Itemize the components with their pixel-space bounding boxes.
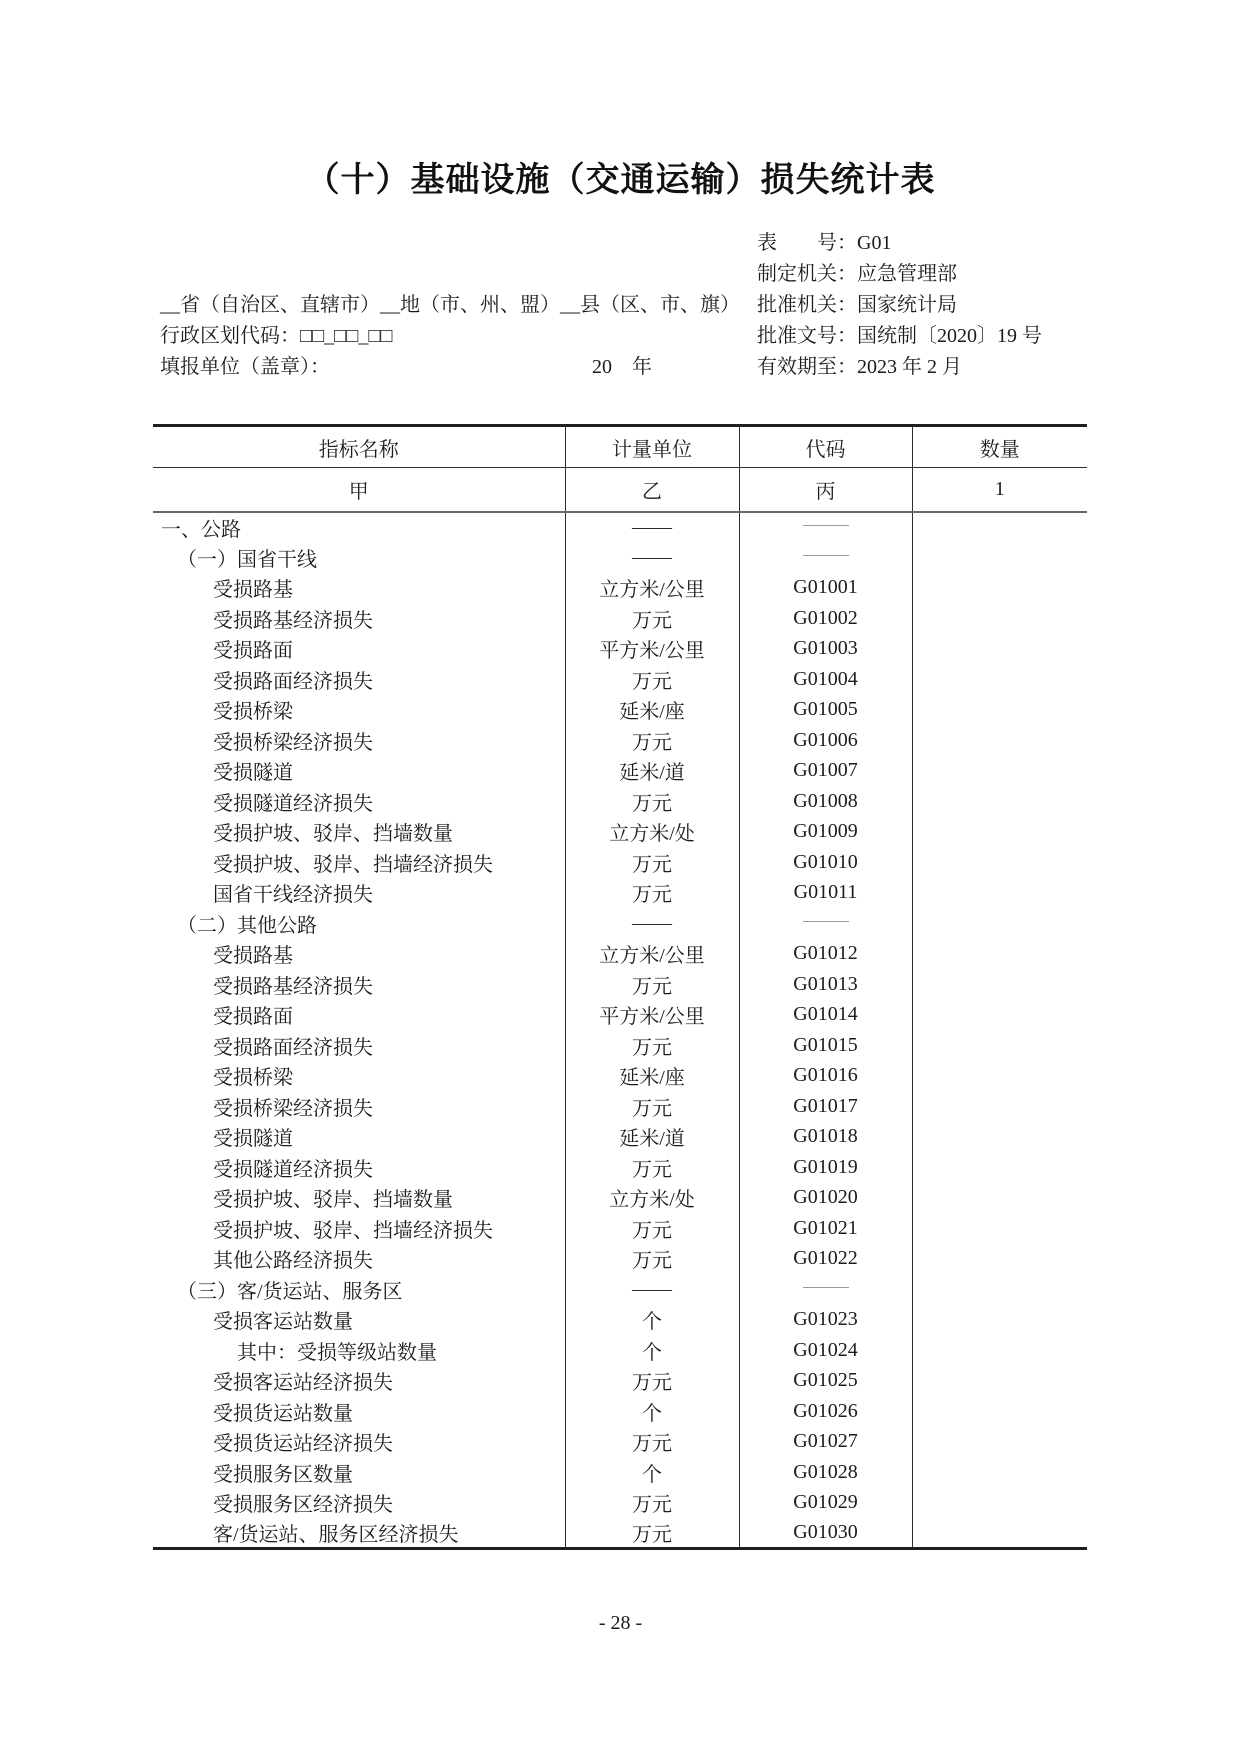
code-cell [739,512,912,543]
quantity-cell [912,969,1087,1000]
quantity-cell [912,1518,1087,1549]
quantity-cell [912,756,1087,787]
form-valid-until-line: 有效期至：2023 年 2 月 [757,356,962,378]
filler-unit-line: 填报单位（盖章）： [160,356,330,378]
report-year-blank: 20 年 [592,356,652,378]
table-row [153,847,1087,878]
indicator-name-cell: 受损客运站数量 [153,1305,565,1336]
dash-line [803,555,849,556]
code-cell [739,1274,912,1305]
indicator-name-cell: 受损桥梁经济损失 [153,725,565,756]
code-cell [739,908,912,939]
unit-cell: —— [565,1274,739,1305]
code-cell: G01014 [739,1000,912,1031]
code-cell: G01015 [739,1030,912,1061]
code-cell: G01001 [739,573,912,604]
code-cell: G01006 [739,725,912,756]
unit-cell: 万元 [565,1244,739,1275]
code-cell: G01025 [739,1366,912,1397]
code-cell: G01012 [739,939,912,970]
unit-cell: 立方米/处 [565,817,739,848]
unit-cell: 万元 [565,1427,739,1458]
quantity-cell [912,908,1087,939]
loss-statistics-table [153,424,1087,1550]
code-cell: G01003 [739,634,912,665]
form-number-line: 表 号：G01 [757,232,892,254]
unit-cell: 平方米/公里 [565,634,739,665]
quantity-cell [912,695,1087,726]
table-row [153,878,1087,909]
unit-cell: —— [565,542,739,573]
code-cell: G01028 [739,1457,912,1488]
quantity-cell [912,1457,1087,1488]
table-row [153,725,1087,756]
table-row [153,1030,1087,1061]
table-row [153,1305,1087,1336]
code-cell: G01011 [739,878,912,909]
code-cell: G01020 [739,1183,912,1214]
table-row [153,939,1087,970]
indicator-name-cell: 受损护坡、驳岸、挡墙数量 [153,1183,565,1214]
unit-cell: 个 [565,1457,739,1488]
unit-cell: 立方米/公里 [565,939,739,970]
dash-line [803,1287,849,1288]
quantity-cell [912,939,1087,970]
table-row [153,603,1087,634]
table-row [153,1122,1087,1153]
unit-cell: 万元 [565,969,739,1000]
quantity-cell [912,786,1087,817]
table-row [153,1152,1087,1183]
column-header-quantity: 数量 [912,426,1087,468]
unit-cell: 万元 [565,1091,739,1122]
unit-cell: 万元 [565,725,739,756]
form-maker-line: 制定机关：应急管理部 [757,263,957,285]
table-row [153,542,1087,573]
indicator-name-cell: 受损路基 [153,573,565,604]
indicator-name-cell: 其中：受损等级站数量 [153,1335,565,1366]
indicator-name-cell: 受损护坡、驳岸、挡墙经济损失 [153,847,565,878]
quantity-cell [912,1427,1087,1458]
table-row [153,908,1087,939]
indicator-name-cell: （二）其他公路 [153,908,565,939]
page-number: - 28 - [598,1612,643,1634]
code-cell: G01019 [739,1152,912,1183]
table-row [153,573,1087,604]
indicator-name-cell: 一、公路 [153,512,565,543]
table-row [153,1244,1087,1275]
column-header-code: 代码 [739,426,912,468]
unit-cell: 万元 [565,786,739,817]
quantity-cell [912,1122,1087,1153]
quantity-cell [912,603,1087,634]
code-cell: G01005 [739,695,912,726]
code-cell: G01009 [739,817,912,848]
code-cell: G01026 [739,1396,912,1427]
unit-cell: 延米/道 [565,1122,739,1153]
indicator-name-cell: 受损桥梁 [153,695,565,726]
unit-cell: 万元 [565,1030,739,1061]
quantity-cell [912,1274,1087,1305]
indicator-name-cell: 受损货运站数量 [153,1396,565,1427]
table-row [153,817,1087,848]
quantity-cell [912,1366,1087,1397]
indicator-name-cell: 受损服务区经济损失 [153,1488,565,1519]
indicator-name-cell: 受损桥梁经济损失 [153,1091,565,1122]
unit-cell: 立方米/公里 [565,573,739,604]
region-blank-line: __省（自治区、直辖市）__地（市、州、盟）__县（区、市、旗） [160,294,740,316]
indicator-name-cell: 受损货运站经济损失 [153,1427,565,1458]
indicator-name-cell: 受损路面 [153,634,565,665]
unit-cell: 延米/座 [565,695,739,726]
code-cell: G01013 [739,969,912,1000]
column-header-indicator: 指标名称 [153,426,565,468]
table-row [153,1335,1087,1366]
unit-cell: 万元 [565,878,739,909]
table-row [153,1488,1087,1519]
indicator-name-cell: 受损隧道 [153,756,565,787]
code-cell: G01030 [739,1518,912,1549]
form-approval-doc-line: 批准文号：国统制〔2020〕19 号 [757,325,1042,347]
quantity-cell [912,573,1087,604]
table-row [153,664,1087,695]
unit-cell: 万元 [565,1518,739,1549]
indicator-name-cell: 受损路基 [153,939,565,970]
unit-cell: 延米/道 [565,756,739,787]
unit-cell: 万元 [565,1488,739,1519]
unit-cell: —— [565,512,739,543]
table-row [153,786,1087,817]
indicator-name-cell: 客/货运站、服务区经济损失 [153,1518,565,1549]
unit-cell: 平方米/公里 [565,1000,739,1031]
quantity-cell [912,1244,1087,1275]
unit-cell: 万元 [565,1213,739,1244]
dash-line [803,525,849,526]
table-row [153,634,1087,665]
table-key-row [153,468,1087,512]
column-key-jia: 甲 [153,468,565,512]
quantity-cell [912,1335,1087,1366]
quantity-cell [912,1152,1087,1183]
code-cell: G01021 [739,1213,912,1244]
table-row [153,1396,1087,1427]
indicator-name-cell: 受损路面经济损失 [153,1030,565,1061]
indicator-name-cell: 受损隧道 [153,1122,565,1153]
code-cell: G01017 [739,1091,912,1122]
code-cell: G01024 [739,1335,912,1366]
table-row [153,1366,1087,1397]
indicator-name-cell: 国省干线经济损失 [153,878,565,909]
code-cell: G01022 [739,1244,912,1275]
table-row [153,1213,1087,1244]
code-cell: G01029 [739,1488,912,1519]
table-row [153,512,1087,543]
code-cell: G01007 [739,756,912,787]
indicator-name-cell: 受损路面经济损失 [153,664,565,695]
quantity-cell [912,1396,1087,1427]
indicator-name-cell: 受损路基经济损失 [153,603,565,634]
table-row [153,1061,1087,1092]
quantity-cell [912,512,1087,543]
indicator-name-cell: 受损护坡、驳岸、挡墙经济损失 [153,1213,565,1244]
indicator-name-cell: 受损路面 [153,1000,565,1031]
quantity-cell [912,817,1087,848]
indicator-table-body [153,512,1087,1549]
form-meta-right [757,228,1042,383]
indicator-name-cell: 受损客运站经济损失 [153,1366,565,1397]
table-row [153,1091,1087,1122]
form-meta-left [160,290,740,383]
unit-cell: 万元 [565,603,739,634]
code-cell: G01023 [739,1305,912,1336]
table-row [153,1000,1087,1031]
table-header-row [153,426,1087,468]
quantity-cell [912,1305,1087,1336]
indicator-name-cell: 受损隧道经济损失 [153,1152,565,1183]
page-title: （十）基础设施（交通运输）损失统计表 [305,162,936,199]
unit-cell: 个 [565,1396,739,1427]
table-row [153,969,1087,1000]
dash-line [803,921,849,922]
quantity-cell [912,634,1087,665]
column-header-unit: 计量单位 [565,426,739,468]
unit-cell: 延米/座 [565,1061,739,1092]
code-cell [739,542,912,573]
quantity-cell [912,725,1087,756]
code-cell: G01002 [739,603,912,634]
column-key-1: 1 [912,468,1087,512]
quantity-cell [912,1061,1087,1092]
unit-cell: 个 [565,1305,739,1336]
code-cell: G01004 [739,664,912,695]
unit-cell: 万元 [565,1152,739,1183]
quantity-cell [912,664,1087,695]
unit-cell: 立方米/处 [565,1183,739,1214]
quantity-cell [912,847,1087,878]
indicator-name-cell: 受损隧道经济损失 [153,786,565,817]
quantity-cell [912,1213,1087,1244]
quantity-cell [912,1030,1087,1061]
code-cell: G01016 [739,1061,912,1092]
quantity-cell [912,1091,1087,1122]
indicator-name-cell: 受损护坡、驳岸、挡墙数量 [153,817,565,848]
quantity-cell [912,1488,1087,1519]
table-row [153,1427,1087,1458]
unit-cell: —— [565,908,739,939]
column-key-yi: 乙 [565,468,739,512]
quantity-cell [912,1183,1087,1214]
table-row [153,756,1087,787]
unit-cell: 万元 [565,1366,739,1397]
quantity-cell [912,542,1087,573]
table-row [153,695,1087,726]
unit-cell: 万元 [565,664,739,695]
indicator-name-cell: 受损服务区数量 [153,1457,565,1488]
code-cell: G01027 [739,1427,912,1458]
table-row [153,1274,1087,1305]
table-row [153,1457,1087,1488]
code-cell: G01008 [739,786,912,817]
indicator-name-cell: （三）客/货运站、服务区 [153,1274,565,1305]
indicator-name-cell: 受损桥梁 [153,1061,565,1092]
unit-cell: 个 [565,1335,739,1366]
form-approver-line: 批准机关：国家统计局 [757,294,957,316]
quantity-cell [912,1000,1087,1031]
code-cell: G01010 [739,847,912,878]
column-key-bing: 丙 [739,468,912,512]
quantity-cell [912,878,1087,909]
code-cell: G01018 [739,1122,912,1153]
admin-code-line: 行政区划代码：□□_□□_□□ [160,325,393,347]
indicator-name-cell: 其他公路经济损失 [153,1244,565,1275]
indicator-name-cell: （一）国省干线 [153,542,565,573]
table-row [153,1518,1087,1549]
unit-cell: 万元 [565,847,739,878]
table-row [153,1183,1087,1214]
indicator-name-cell: 受损路基经济损失 [153,969,565,1000]
